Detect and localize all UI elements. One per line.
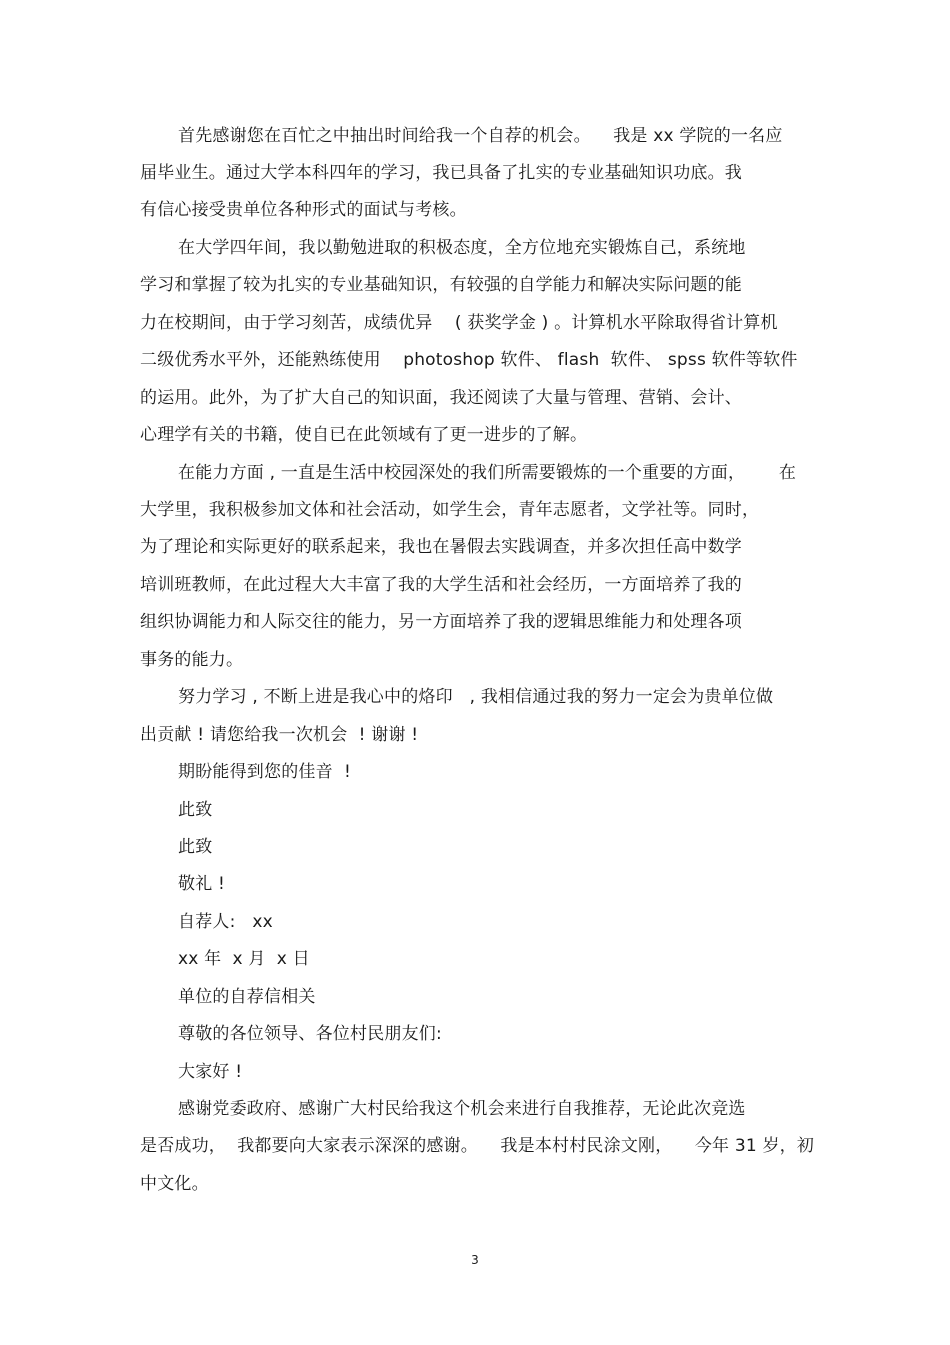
body-line: 首先感谢您在百忙之中抽出时间给我一个自荐的机会。 我是 xx 学院的一名应: [178, 126, 783, 146]
body-line: 为了理论和实际更好的联系起来，我也在暑假去实践调查，并多次担任高中数学: [140, 537, 742, 557]
greeting-line: 大家好 !: [178, 1062, 243, 1082]
body-line: 二级优秀水平外，还能熟练使用 photoshop 软件、 flash 软件、 spss 软件等软件: [140, 350, 798, 370]
closing-line: 此致: [178, 837, 213, 857]
body-line: 培训班教师，在此过程大大丰富了我的大学生活和社会经历，一方面培养了我的: [140, 575, 742, 595]
body-line: 在大学四年间，我以勤勉进取的积极态度，全方位地充实锻炼自己，系统地: [178, 238, 746, 258]
body-line: 心理学有关的书籍，使自已在此领域有了更一进步的了解。: [140, 425, 588, 445]
body-line: 的运用。此外，为了扩大自己的知识面，我还阅读了大量与管理、营销、会计、: [140, 388, 742, 408]
closing-line: 敬礼 !: [178, 874, 226, 894]
body-line: 努力学习 , 不断上进是我心中的烙印 , 我相信通过我的努力一定会为贵单位做: [178, 687, 774, 707]
body-line: 力在校期间，由于学习刻苦，成绩优异 ( 获奖学金 ) 。计算机水平除取得省计算机: [140, 313, 778, 333]
body-line: 有信心接受贵单位各种形式的面试与考核。: [140, 200, 467, 220]
body-line: 期盼能得到您的佳音 !: [178, 762, 352, 782]
section-heading: 单位的自荐信相关: [178, 987, 316, 1007]
page-number: 3: [471, 1253, 479, 1267]
body-line: 感谢党委政府、感谢广大村民给我这个机会来进行自我推荐，无论此次竞选: [178, 1099, 746, 1119]
signature-line: 自荐人: xx: [178, 912, 273, 932]
body-line: 学习和掌握了较为扎实的专业基础知识，有较强的自学能力和解决实际问题的能: [140, 275, 742, 295]
body-line: 事务的能力。: [140, 650, 244, 670]
body-line: 出贡献 ! 请您给我一次机会 ! 谢谢 !: [140, 725, 419, 745]
body-line: 中文化。: [140, 1174, 209, 1194]
salutation-line: 尊敬的各位领导、各位村民朋友们:: [178, 1024, 442, 1044]
body-line: 组织协调能力和人际交往的能力，另一方面培养了我的逻辑思维能力和处理各项: [140, 612, 742, 632]
body-line: 大学里，我积极参加文体和社会活动，如学生会，青年志愿者，文学社等。同时，: [140, 500, 760, 520]
body-line: 是否成功， 我都要向大家表示深深的感谢。 我是本村村民涂文刚， 今年 31 岁，初: [140, 1136, 815, 1156]
date-line: xx 年 x 月 x 日: [178, 949, 310, 969]
body-line: 在能力方面 , 一直是生活中校园深处的我们所需要锻炼的一个重要的方面， 在: [178, 463, 797, 483]
closing-line: 此致: [178, 800, 213, 820]
body-line: 届毕业生。通过大学本科四年的学习，我已具备了扎实的专业基础知识功底。我: [140, 163, 742, 183]
